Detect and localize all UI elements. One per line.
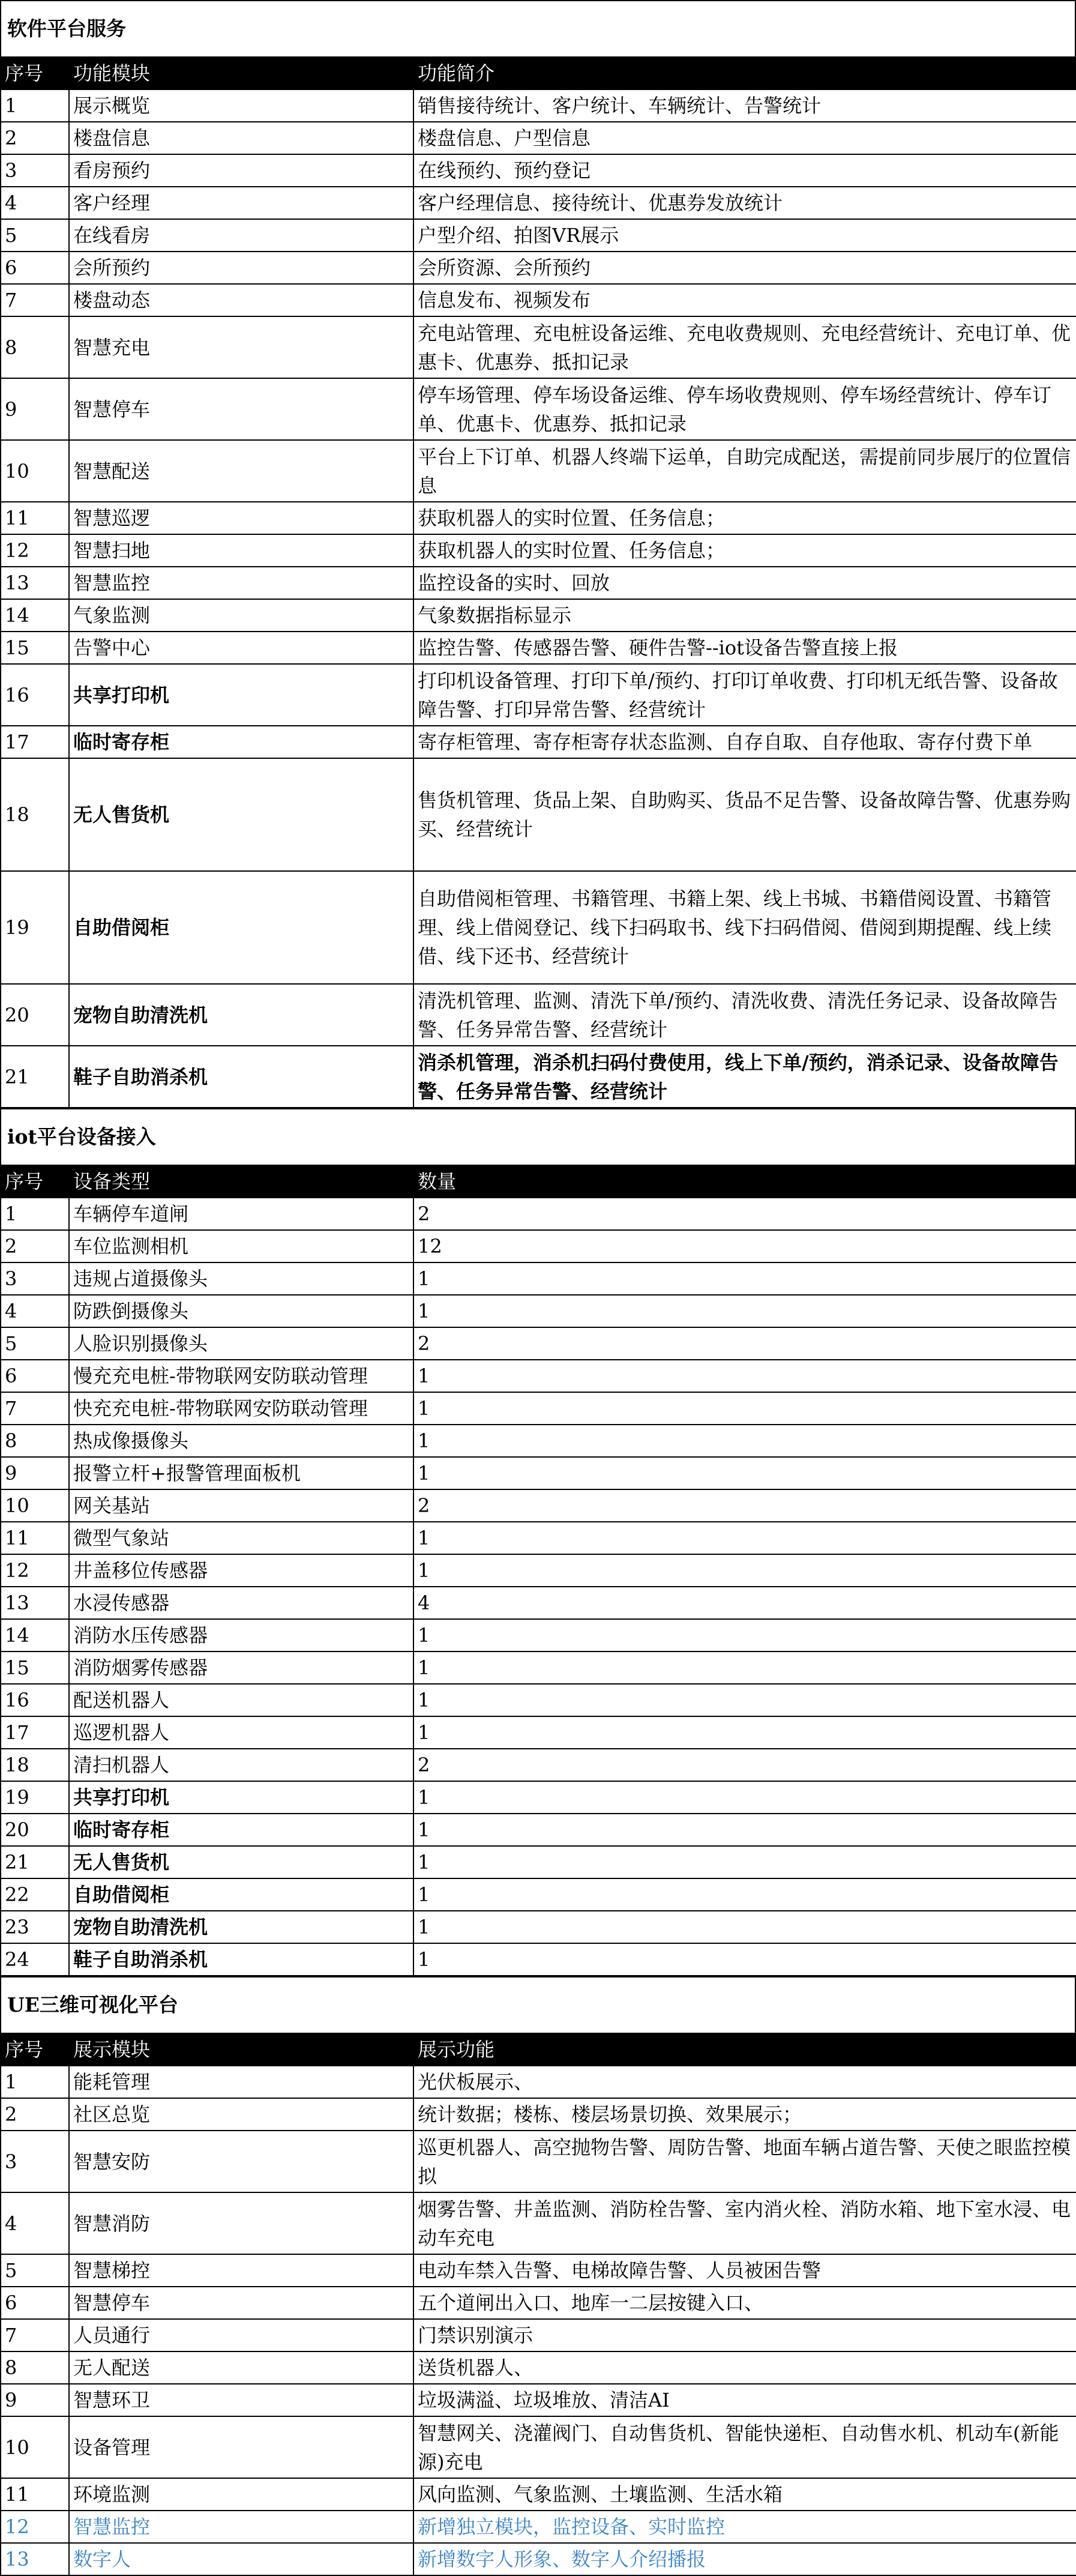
table-row — [1, 871, 1076, 984]
table-row — [1, 1814, 1076, 1846]
row-description: 12 — [413, 1230, 1076, 1262]
row-number: 3 — [1, 1262, 69, 1295]
row-name: 环境监测 — [69, 2478, 413, 2511]
row-name: 微型气象站 — [69, 1522, 413, 1554]
row-number: 1 — [1, 89, 69, 122]
header-cell: 序号 — [1, 2033, 69, 2066]
row-number: 20 — [1, 1814, 69, 1846]
table-row — [1, 758, 1076, 871]
row-description: 监控设备的实时、回放 — [413, 567, 1076, 599]
row-name: 车位监测相机 — [69, 1230, 413, 1262]
header-cell: 数量 — [413, 1165, 1076, 1198]
row-name: 智慧消防 — [69, 2192, 413, 2254]
table-row — [1, 378, 1076, 440]
row-name: 智慧配送 — [69, 440, 413, 502]
row-name: 违规占道摄像头 — [69, 1262, 413, 1295]
row-description: 光伏板展示、 — [413, 2066, 1076, 2098]
row-number: 15 — [1, 1651, 69, 1684]
row-number: 8 — [1, 2351, 69, 2384]
table-row — [1, 1878, 1076, 1911]
table-row — [1, 1360, 1076, 1392]
row-description: 2 — [413, 1198, 1076, 1230]
row-description: 自助借阅柜管理、书籍管理、书籍上架、线上书城、书籍借阅设置、书籍管理、线上借阅登记、线下扫码取书、线下扫码借阅、借阅到期提醒、线上续借、线下还书、经营统计 — [413, 871, 1076, 984]
table-row — [1, 1327, 1076, 1360]
row-number: 22 — [1, 1878, 69, 1911]
row-name: 宠物自助清洗机 — [69, 984, 413, 1046]
table-row — [1, 1943, 1076, 1976]
row-number: 16 — [1, 1684, 69, 1716]
row-description: 1 — [413, 1911, 1076, 1943]
row-description: 2 — [413, 1749, 1076, 1781]
table-row — [1, 632, 1076, 664]
table-row — [1, 1457, 1076, 1489]
row-description: 清洗机管理、监测、清洗下单/预约、清洗收费、清洗任务记录、设备故障告警、任务异常告警、经营统计 — [413, 984, 1076, 1046]
table-row — [1, 1425, 1076, 1457]
row-description: 电动车禁入告警、电梯故障告警、人员被困告警 — [413, 2254, 1076, 2287]
section-title-ue: UE三维可视化平台 — [0, 1976, 1076, 2033]
row-number: 10 — [1, 1489, 69, 1522]
row-name: 智慧监控 — [69, 567, 413, 599]
row-name: 网关基站 — [69, 1489, 413, 1522]
row-name: 共享打印机 — [69, 664, 413, 726]
table-row — [1, 2478, 1076, 2511]
row-name: 智慧扫地 — [69, 534, 413, 567]
row-description: 1 — [413, 1295, 1076, 1327]
header-cell: 设备类型 — [69, 1165, 413, 1198]
row-description: 监控告警、传感器告警、硬件告警--iot设备告警直接上报 — [413, 632, 1076, 664]
table-row — [1, 2066, 1076, 2098]
row-name: 客户经理 — [69, 187, 413, 219]
row-number: 20 — [1, 984, 69, 1046]
table-row — [1, 2351, 1076, 2384]
row-description: 垃圾满溢、垃圾堆放、清洁AI — [413, 2384, 1076, 2416]
table-row — [1, 2254, 1076, 2287]
row-name: 消防水压传感器 — [69, 1619, 413, 1651]
row-name: 楼盘动态 — [69, 284, 413, 316]
table-row — [1, 664, 1076, 726]
row-description: 1 — [413, 1425, 1076, 1457]
row-number: 8 — [1, 316, 69, 378]
row-name: 数字人 — [69, 2543, 413, 2575]
row-description: 1 — [413, 1619, 1076, 1651]
row-name: 宠物自助清洗机 — [69, 1911, 413, 1943]
row-description: 信息发布、视频发布 — [413, 284, 1076, 316]
row-number: 9 — [1, 378, 69, 440]
table-row — [1, 1587, 1076, 1619]
row-number: 12 — [1, 534, 69, 567]
row-number: 11 — [1, 502, 69, 534]
row-description: 1 — [413, 1360, 1076, 1392]
header-cell: 序号 — [1, 57, 69, 89]
table-row — [1, 1230, 1076, 1262]
table-row — [1, 2511, 1076, 2543]
table-row — [1, 1522, 1076, 1554]
row-name: 无人售货机 — [69, 1846, 413, 1878]
table-row — [1, 984, 1076, 1046]
row-name: 无人售货机 — [69, 758, 413, 871]
row-name: 智慧监控 — [69, 2511, 413, 2543]
table-row — [1, 1046, 1076, 1108]
row-description: 在线预约、预约登记 — [413, 154, 1076, 187]
table-row — [1, 1749, 1076, 1781]
row-number: 9 — [1, 2384, 69, 2416]
row-number: 16 — [1, 664, 69, 726]
table-row — [1, 502, 1076, 534]
row-name: 防跌倒摄像头 — [69, 1295, 413, 1327]
row-number: 21 — [1, 1046, 69, 1108]
row-description: 1 — [413, 1651, 1076, 1684]
row-name: 人脸识别摄像头 — [69, 1327, 413, 1360]
table-row — [1, 599, 1076, 632]
row-number: 6 — [1, 1360, 69, 1392]
row-name: 慢充充电桩-带物联网安防联动管理 — [69, 1360, 413, 1392]
row-name: 楼盘信息 — [69, 122, 413, 154]
table-row — [1, 726, 1076, 758]
row-name: 智慧安防 — [69, 2131, 413, 2192]
row-description: 1 — [413, 1262, 1076, 1295]
row-description: 4 — [413, 1587, 1076, 1619]
row-description: 2 — [413, 1327, 1076, 1360]
header-cell: 展示功能 — [413, 2033, 1076, 2066]
row-description: 门禁识别演示 — [413, 2319, 1076, 2351]
row-name: 会所预约 — [69, 252, 413, 284]
row-description: 1 — [413, 1522, 1076, 1554]
software-table-body — [1, 89, 1076, 1108]
row-description: 1 — [413, 1781, 1076, 1814]
row-number: 4 — [1, 187, 69, 219]
row-name: 设备管理 — [69, 2416, 413, 2478]
row-description: 送货机器人、 — [413, 2351, 1076, 2384]
row-name: 智慧停车 — [69, 378, 413, 440]
row-name: 热成像摄像头 — [69, 1425, 413, 1457]
row-description: 1 — [413, 1846, 1076, 1878]
row-number: 24 — [1, 1943, 69, 1976]
table-row — [1, 1295, 1076, 1327]
row-name: 看房预约 — [69, 154, 413, 187]
table-row — [1, 567, 1076, 599]
ue-table-body — [1, 2066, 1076, 2575]
table-row — [1, 1619, 1076, 1651]
row-number: 19 — [1, 1781, 69, 1814]
table-row — [1, 154, 1076, 187]
row-name: 告警中心 — [69, 632, 413, 664]
row-description: 打印机设备管理、打印下单/预约、打印订单收费、打印机无纸告警、设备故障告警、打印异常告警、经营统计 — [413, 664, 1076, 726]
row-number: 6 — [1, 2287, 69, 2319]
table-row — [1, 1716, 1076, 1749]
row-description: 2 — [413, 1489, 1076, 1522]
table-row — [1, 2543, 1076, 2575]
row-number: 5 — [1, 1327, 69, 1360]
row-number: 14 — [1, 599, 69, 632]
row-number: 8 — [1, 1425, 69, 1457]
table-row — [1, 284, 1076, 316]
row-number: 10 — [1, 2416, 69, 2478]
row-number: 17 — [1, 1716, 69, 1749]
section-title-software: 软件平台服务 — [0, 0, 1076, 56]
row-number: 3 — [1, 154, 69, 187]
row-number: 2 — [1, 122, 69, 154]
row-description: 五个道闸出入口、地库一二层按键入口、 — [413, 2287, 1076, 2319]
row-description: 充电站管理、充电桩设备运维、充电收费规则、充电经营统计、充电订单、优惠卡、优惠券、抵扣记录 — [413, 316, 1076, 378]
section-title-iot: iot平台设备接入 — [0, 1108, 1076, 1165]
table-row — [1, 187, 1076, 219]
row-name: 车辆停车道闸 — [69, 1198, 413, 1230]
header-cell: 功能简介 — [413, 57, 1076, 89]
row-description: 统计数据；楼栋、楼层场景切换、效果展示； — [413, 2098, 1076, 2131]
row-name: 巡逻机器人 — [69, 1716, 413, 1749]
table-row — [1, 2192, 1076, 2254]
row-description: 获取机器人的实时位置、任务信息； — [413, 502, 1076, 534]
row-description: 1 — [413, 1943, 1076, 1976]
row-description: 新增数字人形象、数字人介绍播报 — [413, 2543, 1076, 2575]
row-name: 消防烟雾传感器 — [69, 1651, 413, 1684]
row-description: 会所资源、会所预约 — [413, 252, 1076, 284]
row-description: 寄存柜管理、寄存柜寄存状态监测、自存自取、自存他取、寄存付费下单 — [413, 726, 1076, 758]
software-table — [0, 56, 1076, 1108]
row-number: 2 — [1, 2098, 69, 2131]
row-number: 7 — [1, 284, 69, 316]
row-name: 智慧环卫 — [69, 2384, 413, 2416]
table-row — [1, 2131, 1076, 2192]
row-name: 智慧巡逻 — [69, 502, 413, 534]
row-description: 1 — [413, 1684, 1076, 1716]
ue-header-row — [1, 2033, 1076, 2066]
row-number: 2 — [1, 1230, 69, 1262]
row-name: 自助借阅柜 — [69, 871, 413, 984]
row-name: 水浸传感器 — [69, 1587, 413, 1619]
header-cell: 功能模块 — [69, 57, 413, 89]
row-number: 1 — [1, 1198, 69, 1230]
table-row — [1, 1911, 1076, 1943]
row-description: 销售接待统计、客户统计、车辆统计、告警统计 — [413, 89, 1076, 122]
row-number: 23 — [1, 1911, 69, 1943]
row-number: 13 — [1, 567, 69, 599]
row-description: 气象数据指标显示 — [413, 599, 1076, 632]
row-number: 10 — [1, 440, 69, 502]
row-name: 能耗管理 — [69, 2066, 413, 2098]
table-row — [1, 316, 1076, 378]
row-description: 1 — [413, 1392, 1076, 1425]
table-row — [1, 122, 1076, 154]
row-description: 消杀机管理，消杀机扫码付费使用，线上下单/预约，消杀记录、设备故障告警、任务异常告警、经营统计 — [413, 1046, 1076, 1108]
row-name: 鞋子自助消杀机 — [69, 1943, 413, 1976]
row-description: 智慧网关、浇灌阀门、自动售货机、智能快递柜、自动售水机、机动车(新能源)充电 — [413, 2416, 1076, 2478]
row-number: 17 — [1, 726, 69, 758]
row-name: 快充充电桩-带物联网安防联动管理 — [69, 1392, 413, 1425]
row-description: 1 — [413, 1457, 1076, 1489]
row-number: 7 — [1, 2319, 69, 2351]
table-row — [1, 1262, 1076, 1295]
row-name: 人员通行 — [69, 2319, 413, 2351]
row-name: 自助借阅柜 — [69, 1878, 413, 1911]
row-description: 户型介绍、拍图VR展示 — [413, 219, 1076, 252]
row-number: 19 — [1, 871, 69, 984]
row-number: 3 — [1, 2131, 69, 2192]
row-number: 4 — [1, 1295, 69, 1327]
row-number: 15 — [1, 632, 69, 664]
row-number: 6 — [1, 252, 69, 284]
row-name: 配送机器人 — [69, 1684, 413, 1716]
table-row — [1, 89, 1076, 122]
header-cell: 展示模块 — [69, 2033, 413, 2066]
row-description: 楼盘信息、户型信息 — [413, 122, 1076, 154]
row-name: 无人配送 — [69, 2351, 413, 2384]
row-number: 14 — [1, 1619, 69, 1651]
table-row — [1, 252, 1076, 284]
row-description: 烟雾告警、井盖监测、消防栓告警、室内消火栓、消防水箱、地下室水浸、电动车充电 — [413, 2192, 1076, 2254]
row-description: 客户经理信息、接待统计、优惠券发放统计 — [413, 187, 1076, 219]
table-row — [1, 1651, 1076, 1684]
iot-table-body — [1, 1198, 1076, 1976]
table-row — [1, 1489, 1076, 1522]
row-name: 智慧充电 — [69, 316, 413, 378]
row-description: 1 — [413, 1814, 1076, 1846]
row-number: 1 — [1, 2066, 69, 2098]
row-name: 智慧梯控 — [69, 2254, 413, 2287]
row-name: 共享打印机 — [69, 1781, 413, 1814]
row-description: 巡更机器人、高空抛物告警、周防告警、地面车辆占道告警、天使之眼监控模拟 — [413, 2131, 1076, 2192]
table-row — [1, 2319, 1076, 2351]
row-number: 12 — [1, 2511, 69, 2543]
iot-header-row — [1, 1165, 1076, 1198]
row-name: 报警立杆+报警管理面板机 — [69, 1457, 413, 1489]
row-name: 社区总览 — [69, 2098, 413, 2131]
row-number: 21 — [1, 1846, 69, 1878]
row-name: 在线看房 — [69, 219, 413, 252]
row-description: 1 — [413, 1878, 1076, 1911]
row-description: 新增独立模块，监控设备、实时监控 — [413, 2511, 1076, 2543]
table-row — [1, 2287, 1076, 2319]
row-number: 5 — [1, 2254, 69, 2287]
table-row — [1, 2416, 1076, 2478]
row-number: 12 — [1, 1554, 69, 1587]
row-number: 4 — [1, 2192, 69, 2254]
table-row — [1, 440, 1076, 502]
row-number: 18 — [1, 758, 69, 871]
row-name: 展示概览 — [69, 89, 413, 122]
row-number: 11 — [1, 1522, 69, 1554]
iot-table — [0, 1165, 1076, 1976]
row-description: 售货机管理、货品上架、自助购买、货品不足告警、设备故障告警、优惠券购买、经营统计 — [413, 758, 1076, 871]
table-row — [1, 534, 1076, 567]
row-number: 13 — [1, 2543, 69, 2575]
row-number: 9 — [1, 1457, 69, 1489]
table-row — [1, 2098, 1076, 2131]
row-number: 18 — [1, 1749, 69, 1781]
row-number: 7 — [1, 1392, 69, 1425]
row-name: 临时寄存柜 — [69, 1814, 413, 1846]
row-description: 停车场管理、停车场设备运维、停车场收费规则、停车场经营统计、停车订单、优惠卡、优惠券、抵扣记录 — [413, 378, 1076, 440]
table-row — [1, 1554, 1076, 1587]
row-description: 获取机器人的实时位置、任务信息； — [413, 534, 1076, 567]
row-name: 临时寄存柜 — [69, 726, 413, 758]
row-description: 平台上下订单、机器人终端下运单，自助完成配送，需提前同步展厅的位置信息 — [413, 440, 1076, 502]
row-name: 气象监测 — [69, 599, 413, 632]
table-row — [1, 1392, 1076, 1425]
table-row — [1, 2384, 1076, 2416]
row-number: 5 — [1, 219, 69, 252]
table-row — [1, 1198, 1076, 1230]
row-name: 清扫机器人 — [69, 1749, 413, 1781]
row-number: 11 — [1, 2478, 69, 2511]
row-name: 井盖移位传感器 — [69, 1554, 413, 1587]
table-row — [1, 1781, 1076, 1814]
software-header-row — [1, 57, 1076, 89]
row-description: 风向监测、气象监测、土壤监测、生活水箱 — [413, 2478, 1076, 2511]
table-row — [1, 1846, 1076, 1878]
table-row — [1, 1684, 1076, 1716]
row-name: 鞋子自助消杀机 — [69, 1046, 413, 1108]
header-cell: 序号 — [1, 1165, 69, 1198]
row-description: 1 — [413, 1554, 1076, 1587]
row-description: 1 — [413, 1716, 1076, 1749]
row-number: 13 — [1, 1587, 69, 1619]
ue-table — [0, 2033, 1076, 2576]
row-name: 智慧停车 — [69, 2287, 413, 2319]
table-row — [1, 219, 1076, 252]
